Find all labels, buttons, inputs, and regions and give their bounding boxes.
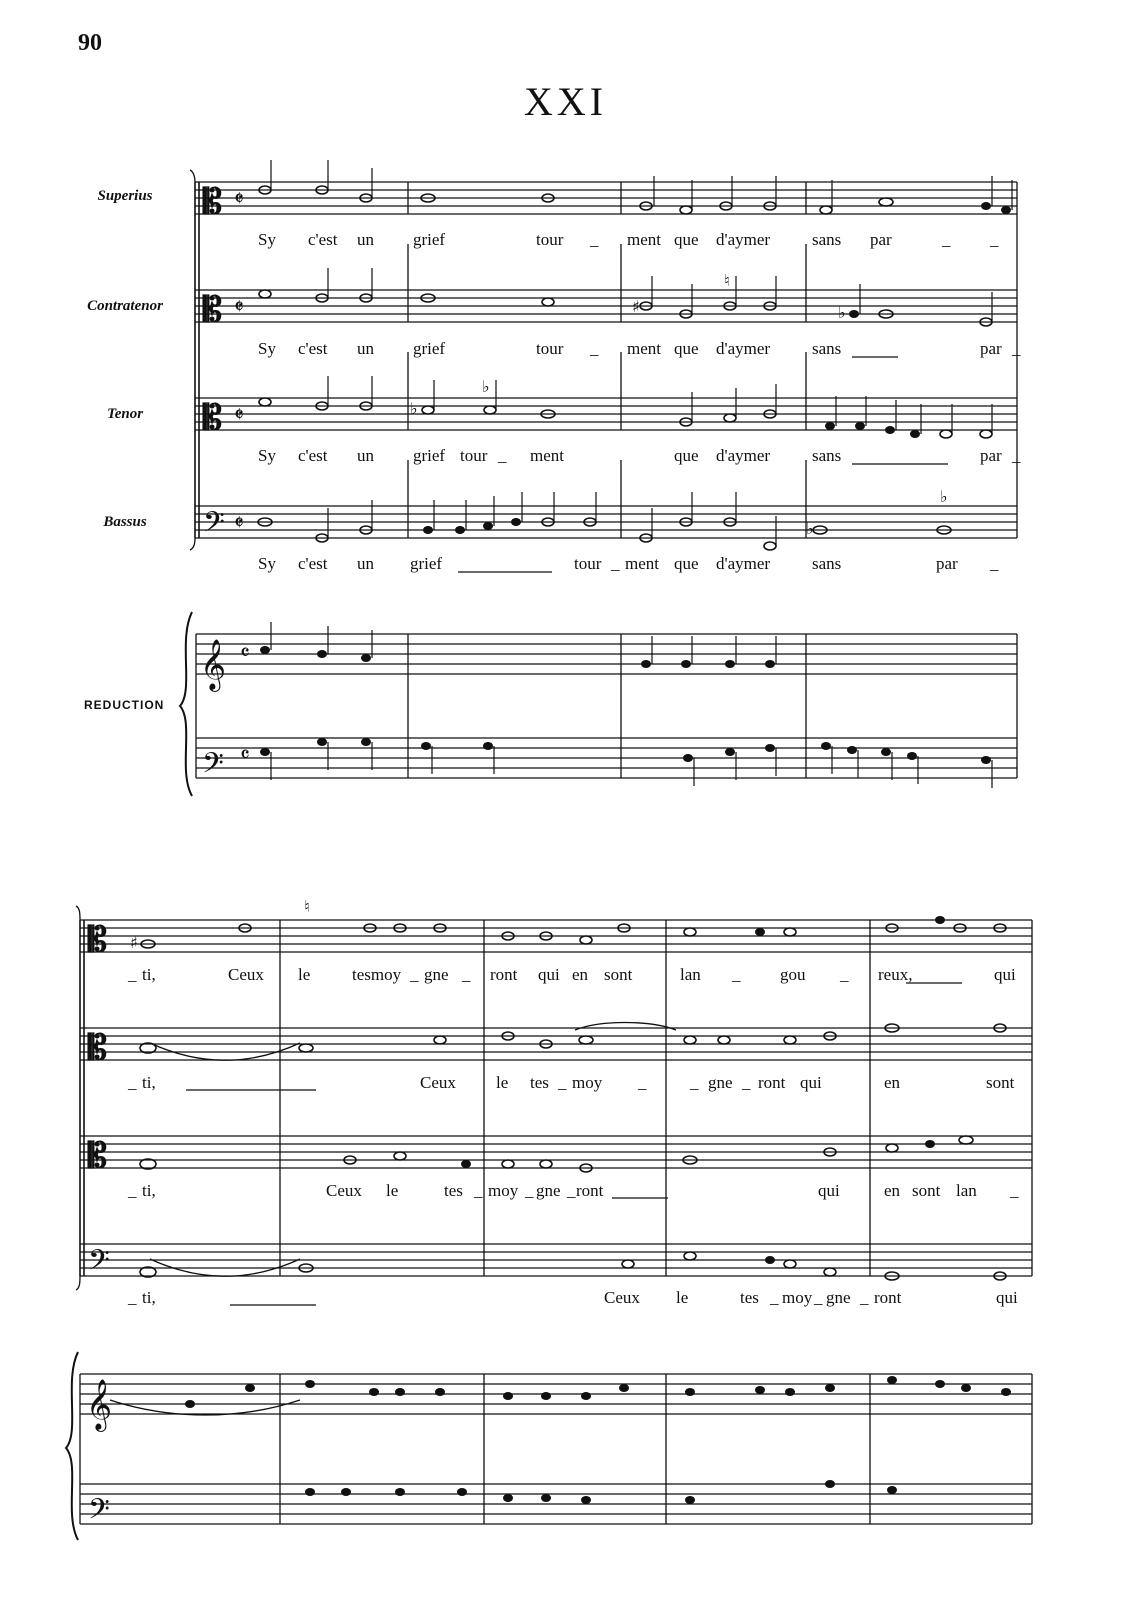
flat-icon: ♭	[482, 377, 490, 396]
f-clef-icon	[88, 1493, 110, 1533]
svg-text:𝄞: 𝄞	[200, 639, 227, 690]
lyric-syllable: d'aymer	[716, 446, 771, 465]
barline	[195, 182, 199, 538]
lyric-syllable: _	[498, 446, 507, 465]
lyric-syllable: ti,	[142, 965, 156, 984]
lyric-syllable: _	[690, 1073, 699, 1092]
lyric-syllable: _	[128, 1073, 137, 1092]
lyric-syllable: en	[884, 1073, 901, 1092]
lyric-syllable: _	[942, 230, 951, 249]
lyric-syllable: le	[496, 1073, 509, 1092]
lyric-syllable: d'aymer	[716, 554, 771, 573]
lyric-syllable: qui	[800, 1073, 822, 1092]
note-stems	[271, 160, 1012, 788]
lyric-syllable: par	[980, 446, 1002, 465]
reduction-brace	[180, 612, 192, 796]
lyric-syllable: _	[814, 1288, 823, 1307]
voice-name-tenor: Tenor	[106, 406, 144, 422]
lyric-syllable: qui	[996, 1288, 1018, 1307]
lyric-syllable: Sy	[258, 554, 276, 573]
lyric-syllable: qui	[538, 965, 560, 984]
lyric-syllable: gne	[826, 1288, 851, 1307]
svg-text:𝄞: 𝄞	[86, 1379, 113, 1430]
lyric-syllable: ti,	[142, 1288, 156, 1307]
svg-text:𝄢: 𝄢	[203, 506, 225, 546]
lyric-syllable: un	[357, 446, 374, 465]
lyric-syllable: Sy	[258, 446, 276, 465]
lyric-syllable: sont	[604, 965, 633, 984]
lyric-syllable: moy	[572, 1073, 603, 1092]
accidentals	[130, 271, 948, 952]
lyric-syllable: _	[128, 1181, 137, 1200]
lyric-syllable: gou	[780, 965, 806, 984]
f-clef-icon	[88, 1244, 110, 1284]
reduction-label: REDUCTION	[84, 698, 165, 712]
lyric-syllable: tour	[536, 230, 564, 249]
noteheads	[140, 186, 1006, 1280]
barline	[80, 1374, 1032, 1524]
page-number: 90	[78, 30, 102, 56]
lyric-syllable: qui	[818, 1181, 840, 1200]
lyric-syllable: sont	[912, 1181, 941, 1200]
lyric-syllable: _	[474, 1181, 483, 1200]
lyric-syllable: sans	[812, 554, 842, 573]
lyric-syllable: sont	[986, 1073, 1015, 1092]
voice-name-contratenor: Contratenor	[87, 298, 163, 314]
lyric-syllable: moy	[782, 1288, 813, 1307]
lyric-syllable: grief	[413, 230, 446, 249]
flat-icon: ♭	[838, 303, 846, 322]
lyric-syllable: tour	[460, 446, 488, 465]
lyric-syllable: par	[936, 554, 958, 573]
svg-text:𝄵: 𝄵	[234, 511, 244, 536]
lyric-syllable: _	[638, 1073, 647, 1092]
flat-icon: ♭	[806, 519, 814, 538]
lyric-syllable: tour	[574, 554, 602, 573]
lyric-syllable: _	[1012, 446, 1021, 465]
common-time-icon	[234, 403, 244, 428]
lyric-syllable: grief	[413, 339, 446, 358]
lyric-syllable: _	[558, 1073, 567, 1092]
lyric-syllable: un	[357, 230, 374, 249]
lyric-syllable: qui	[994, 965, 1016, 984]
lyric-syllable: _	[840, 965, 849, 984]
lyric-syllable: par	[980, 339, 1002, 358]
f-clef-icon	[203, 506, 225, 546]
lyric-syllable: sans	[812, 230, 842, 249]
lyric-syllable: ment	[530, 446, 564, 465]
lyric-syllable: que	[674, 446, 699, 465]
lyric-syllable: par	[870, 230, 892, 249]
svg-text:𝄢: 𝄢	[202, 747, 224, 787]
lyric-syllable: lan	[680, 965, 701, 984]
lyric-syllable: _	[128, 965, 137, 984]
lyric-syllable: tour	[536, 339, 564, 358]
svg-text:𝄡: 𝄡	[88, 1028, 107, 1068]
piece-title: XXI	[523, 79, 608, 124]
barline	[280, 920, 1032, 1276]
lyric-syllable: tes	[530, 1073, 549, 1092]
lyric-syllable: moy	[488, 1181, 519, 1200]
voice-name-bassus: Bassus	[103, 514, 147, 530]
svg-text:𝄴: 𝄴	[240, 743, 250, 768]
flat-icon: ♭	[940, 487, 948, 506]
lyric-syllable: _	[990, 230, 999, 249]
lyric-syllable: un	[357, 554, 374, 573]
lyric-syllable: Sy	[258, 339, 276, 358]
lyric-syllable: ront	[874, 1288, 902, 1307]
lyric-syllable: gne	[708, 1073, 733, 1092]
svg-text:𝄵: 𝄵	[234, 295, 244, 320]
lyric-syllable: ront	[490, 965, 518, 984]
staff-contratenor-2	[80, 1028, 1032, 1060]
lyric-syllable: _	[732, 965, 741, 984]
lyric-syllable: tesmoy	[352, 965, 402, 984]
lyric-syllable: _	[567, 1181, 576, 1200]
lyric-syllable: un	[357, 339, 374, 358]
common-time-icon	[234, 295, 244, 320]
svg-text:𝄵: 𝄵	[234, 187, 244, 212]
lyric-syllable: en	[884, 1181, 901, 1200]
natural-icon: ♮	[724, 271, 730, 290]
lyric-syllable: _	[128, 1288, 137, 1307]
svg-text:𝄡: 𝄡	[203, 398, 222, 438]
lyric-syllable: _	[525, 1181, 534, 1200]
lyric-syllable: ment	[625, 554, 659, 573]
lyric-syllable: c'est	[298, 339, 328, 358]
lyric-syllable: que	[674, 230, 699, 249]
lyric-syllable: ti,	[142, 1181, 156, 1200]
lyric-syllable: tes	[444, 1181, 463, 1200]
staff-bassus	[195, 506, 1017, 538]
treble-clef-icon	[200, 639, 226, 692]
svg-text:𝄡: 𝄡	[88, 1136, 107, 1176]
svg-text:𝄡: 𝄡	[203, 290, 222, 330]
lyric-syllable: Ceux	[420, 1073, 456, 1092]
lyric-syllable: que	[674, 554, 699, 573]
f-clef-icon	[202, 747, 224, 787]
lyric-extender	[186, 357, 962, 1305]
barline	[80, 920, 84, 1276]
c-clef-icon	[202, 182, 222, 222]
treble-clef-icon	[86, 1379, 112, 1432]
lyric-syllable: c'est	[298, 554, 328, 573]
lyric-syllable: c'est	[298, 446, 328, 465]
common-time-icon	[234, 511, 244, 536]
lyric-syllable: reux,	[878, 965, 913, 984]
lyric-syllable: Ceux	[326, 1181, 362, 1200]
lyric-syllable: gne	[536, 1181, 561, 1200]
lyric-syllable: que	[674, 339, 699, 358]
staff-bassus-2	[80, 1244, 1032, 1276]
lyric-syllable: ront	[576, 1181, 604, 1200]
c-clef-icon	[87, 920, 107, 960]
sharp-icon: ♯	[632, 297, 640, 316]
lyric-syllable: sans	[812, 446, 842, 465]
lyric-syllable: _	[990, 554, 999, 573]
voice-name-superius: Superius	[97, 188, 153, 204]
lyric-syllable: Ceux	[604, 1288, 640, 1307]
c-clef-icon	[202, 290, 222, 330]
lyric-syllable: _	[590, 339, 599, 358]
lyric-syllable: _	[742, 1073, 751, 1092]
c-clef-icon	[87, 1028, 107, 1068]
lyric-syllable: en	[572, 965, 589, 984]
lyric-syllable: ment	[627, 339, 661, 358]
lyric-syllable: ti,	[142, 1073, 156, 1092]
lyric-syllable: _	[770, 1288, 779, 1307]
common-time-icon	[240, 743, 250, 768]
lyric-syllable: le	[298, 965, 311, 984]
lyric-syllable: _	[611, 554, 620, 573]
lyric-syllable: Ceux	[228, 965, 264, 984]
svg-text:𝄵: 𝄵	[234, 403, 244, 428]
common-time-icon	[240, 641, 250, 666]
lyric-syllable: c'est	[308, 230, 338, 249]
lyric-syllable: tes	[740, 1288, 759, 1307]
lyric-syllable: _	[860, 1288, 869, 1307]
lyric-syllable: grief	[410, 554, 443, 573]
lyric-syllable: ront	[758, 1073, 786, 1092]
lyric-syllable: ment	[627, 230, 661, 249]
reduction-brace	[66, 1352, 78, 1540]
lyric-syllable: _	[1012, 339, 1021, 358]
svg-text:𝄴: 𝄴	[240, 641, 250, 666]
lyric-syllable: _	[1010, 1181, 1019, 1200]
tie	[110, 1023, 676, 1416]
lyric-syllable: d'aymer	[716, 339, 771, 358]
lyric-syllable: Sy	[258, 230, 276, 249]
lyric-syllable: _	[462, 965, 471, 984]
lyric-syllable: le	[386, 1181, 399, 1200]
common-time-icon	[234, 187, 244, 212]
c-clef-icon	[202, 398, 222, 438]
lyric-syllable: _	[590, 230, 599, 249]
flat-icon: ♭	[410, 399, 418, 418]
svg-text:𝄢: 𝄢	[88, 1493, 110, 1533]
filled-noteheads	[185, 202, 1011, 1504]
sharp-icon: ♯	[130, 933, 138, 952]
natural-icon: ♮	[304, 897, 310, 916]
lyric-syllable: le	[676, 1288, 689, 1307]
lyric-syllable: lan	[956, 1181, 977, 1200]
svg-text:𝄡: 𝄡	[88, 920, 107, 960]
svg-text:𝄡: 𝄡	[203, 182, 222, 222]
c-clef-icon	[87, 1136, 107, 1176]
lyric-syllable: sans	[812, 339, 842, 358]
lyric-syllable: _	[410, 965, 419, 984]
lyric-syllable: grief	[413, 446, 446, 465]
lyric-syllable: d'aymer	[716, 230, 771, 249]
lyric-syllable: gne	[424, 965, 449, 984]
svg-text:𝄢: 𝄢	[88, 1244, 110, 1284]
